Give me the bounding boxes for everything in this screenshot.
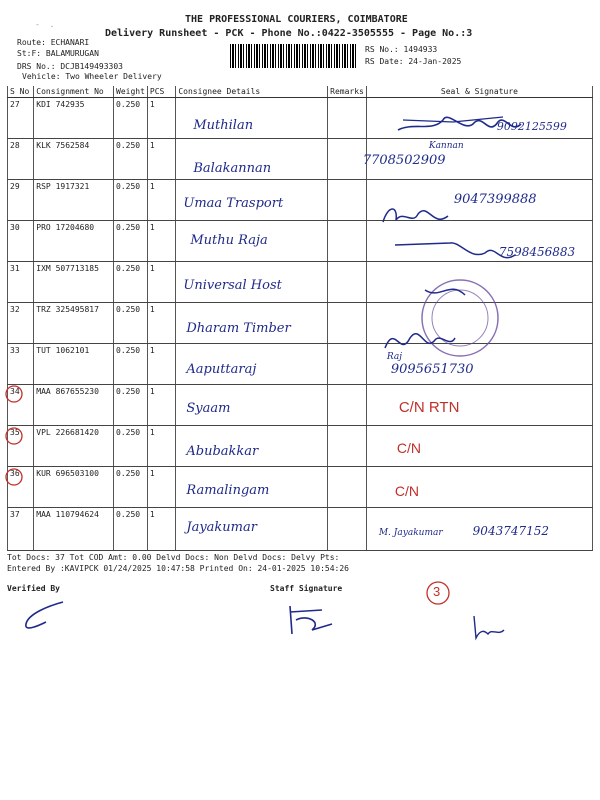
consignment-no: MAA 867655230 xyxy=(34,385,114,426)
consignee-cell xyxy=(176,426,328,467)
remarks-cell xyxy=(328,180,367,221)
weight: 0.250 xyxy=(114,180,148,221)
col-remarks: Remarks xyxy=(328,86,367,98)
consignment-no: TRZ 325495817 xyxy=(34,303,114,344)
remarks-cell xyxy=(328,426,367,467)
consignee-name: Muthu Raja xyxy=(190,233,268,248)
circle-mark-35 xyxy=(4,426,24,446)
consignee-name: Aaputtaraj xyxy=(186,362,257,377)
pcs: 1 xyxy=(147,221,175,262)
signature-scribble-30 xyxy=(390,235,540,270)
consignee-name: Jayakumar xyxy=(186,520,257,535)
col-pcs: PCS xyxy=(147,86,175,98)
remarks-cell xyxy=(328,344,367,385)
company-title: THE PROFESSIONAL COURIERS, COIMBATORE xyxy=(185,14,408,25)
pcs: 1 xyxy=(147,467,175,508)
drs-label: DRS No.: DCJB149493303 xyxy=(17,62,123,71)
seal-cell xyxy=(366,508,592,551)
seal-remark: C/N RTN xyxy=(398,399,460,416)
consignee-cell xyxy=(176,98,328,139)
seal-note: Kannan xyxy=(428,141,464,151)
sno: 34 xyxy=(8,385,34,426)
verified-by-label: Verified By xyxy=(7,584,60,593)
weight: 0.250 xyxy=(114,221,148,262)
seal-phone: 9092125599 xyxy=(496,120,567,133)
consignee-name: Universal Host xyxy=(183,278,282,293)
pcs: 1 xyxy=(147,262,175,303)
consignment-no: VPL 226681420 xyxy=(34,426,114,467)
totals-line: Tot Docs: 37 Tot COD Amt: 0.00 Delvd Docs: Non Delvd Docs: Delvy Pts: xyxy=(7,553,340,562)
weight: 0.250 xyxy=(114,426,148,467)
remarks-cell xyxy=(328,139,367,180)
signature-scribble-29 xyxy=(378,200,458,230)
circle-mark-36 xyxy=(4,467,24,487)
weight: 0.250 xyxy=(114,98,148,139)
table-row xyxy=(8,139,593,180)
table-row xyxy=(8,426,593,467)
seal-phone: 9043747152 xyxy=(472,524,550,538)
consignee-cell xyxy=(176,344,328,385)
consignment-no: IXM 507713185 xyxy=(34,262,114,303)
circle-mark-34 xyxy=(4,384,24,404)
sno: 31 xyxy=(8,262,34,303)
consignment-no: MAA 110794624 xyxy=(34,508,114,551)
consignee-name: Dharam Timber xyxy=(186,321,291,336)
col-seal: Seal & Signature xyxy=(366,86,592,98)
signature-scribble-32 xyxy=(380,318,460,358)
seal-phone: 9047399888 xyxy=(453,192,537,207)
signature-scribble-27 xyxy=(393,102,533,142)
staff-label: St:F: BALAMURUGAN xyxy=(17,49,99,58)
seal-phone: 9095651730 xyxy=(390,362,474,377)
corner-mark: - . xyxy=(35,20,55,29)
pcs: 1 xyxy=(147,508,175,551)
pcs: 1 xyxy=(147,180,175,221)
weight: 0.250 xyxy=(114,303,148,344)
remarks-cell xyxy=(328,508,367,551)
consignee-cell xyxy=(176,221,328,262)
remarks-cell xyxy=(328,467,367,508)
consignment-no: KLK 7562584 xyxy=(34,139,114,180)
consignee-cell xyxy=(176,180,328,221)
remarks-cell xyxy=(328,303,367,344)
seal-phone: 7598456883 xyxy=(498,245,576,259)
seal-remark: C/N xyxy=(394,483,419,499)
staff-signature xyxy=(282,602,342,642)
verified-signature xyxy=(18,596,78,636)
pcs: 1 xyxy=(147,344,175,385)
remarks-cell xyxy=(328,385,367,426)
seal-remark: C/N xyxy=(396,440,421,456)
consignment-no: RSP 1917321 xyxy=(34,180,114,221)
consignee-name: Muthilan xyxy=(193,118,254,133)
table-row xyxy=(8,385,593,426)
pcs: 1 xyxy=(147,139,175,180)
col-consignee: Consignee Details xyxy=(176,86,328,98)
sno: 30 xyxy=(8,221,34,262)
pcs: 1 xyxy=(147,385,175,426)
vehicle-label: Vehicle: Two Wheeler Delivery xyxy=(22,72,162,81)
pcs: 1 xyxy=(147,426,175,467)
consignee-name: Ramalingam xyxy=(186,483,270,498)
seal-cell xyxy=(362,139,592,180)
circled-count: 3 xyxy=(433,584,441,599)
weight: 0.250 xyxy=(114,139,148,180)
consignee-name: Balakannan xyxy=(193,161,272,176)
runsheet-subtitle: Delivery Runsheet - PCK - Phone No.:0422-3505555 - Page No.:3 xyxy=(105,28,473,39)
seal-note: Raj xyxy=(386,352,402,362)
sno: 37 xyxy=(8,508,34,551)
staff-signature-label: Staff Signature xyxy=(270,584,343,593)
pcs: 1 xyxy=(147,303,175,344)
consignee-cell xyxy=(176,467,328,508)
rs-number: RS No.: 1494933 xyxy=(365,45,438,54)
remarks-cell xyxy=(328,262,367,303)
seal-note: M. Jayakumar xyxy=(378,528,443,538)
weight: 0.250 xyxy=(114,344,148,385)
pcs: 1 xyxy=(147,98,175,139)
sno: 32 xyxy=(8,303,34,344)
col-weight: Weight xyxy=(114,86,148,98)
consignee-cell xyxy=(176,262,328,303)
remarks-cell xyxy=(328,98,367,139)
col-sno: S No xyxy=(8,86,34,98)
rs-date: RS Date: 24-Jan-2025 xyxy=(365,57,462,66)
remarks-cell xyxy=(328,221,367,262)
consignment-no: KUR 696503100 xyxy=(34,467,114,508)
weight: 0.250 xyxy=(114,508,148,551)
weight: 0.250 xyxy=(114,467,148,508)
consignee-name: Umaa Trasport xyxy=(183,196,284,211)
seal-cell xyxy=(366,467,592,508)
col-consignment: Consignment No xyxy=(34,86,114,98)
route-label: Route: ECHANARI xyxy=(17,38,90,47)
entered-by-line: Entered By :KAVIPCK 01/24/2025 10:47:58 Printed On: 24-01-2025 10:54:26 xyxy=(7,564,349,573)
initial-scribble xyxy=(470,612,510,642)
weight: 0.250 xyxy=(114,262,148,303)
consignee-name: Abubakkar xyxy=(186,444,259,459)
table-row xyxy=(8,180,593,221)
sno: 28 xyxy=(8,139,34,180)
table-row xyxy=(8,467,593,508)
sno: 29 xyxy=(8,180,34,221)
consignee-cell xyxy=(176,139,328,180)
sno: 27 xyxy=(8,98,34,139)
sno: 35 xyxy=(8,426,34,467)
consignee-cell xyxy=(176,508,328,551)
seal-cell xyxy=(366,385,592,426)
seal-phone: 7708502909 xyxy=(362,153,446,168)
seal-cell xyxy=(366,426,592,467)
consignment-no: KDI 742935 xyxy=(34,98,114,139)
consignee-cell xyxy=(176,385,328,426)
table-row xyxy=(8,508,593,551)
table-header-row xyxy=(8,86,593,98)
consignee-cell xyxy=(176,303,328,344)
consignment-no: TUT 1062101 xyxy=(34,344,114,385)
consignment-no: PRO 17204680 xyxy=(34,221,114,262)
sno: 33 xyxy=(8,344,34,385)
weight: 0.250 xyxy=(114,385,148,426)
sno: 36 xyxy=(8,467,34,508)
barcode xyxy=(230,44,358,68)
consignee-name: Syaam xyxy=(186,401,231,416)
